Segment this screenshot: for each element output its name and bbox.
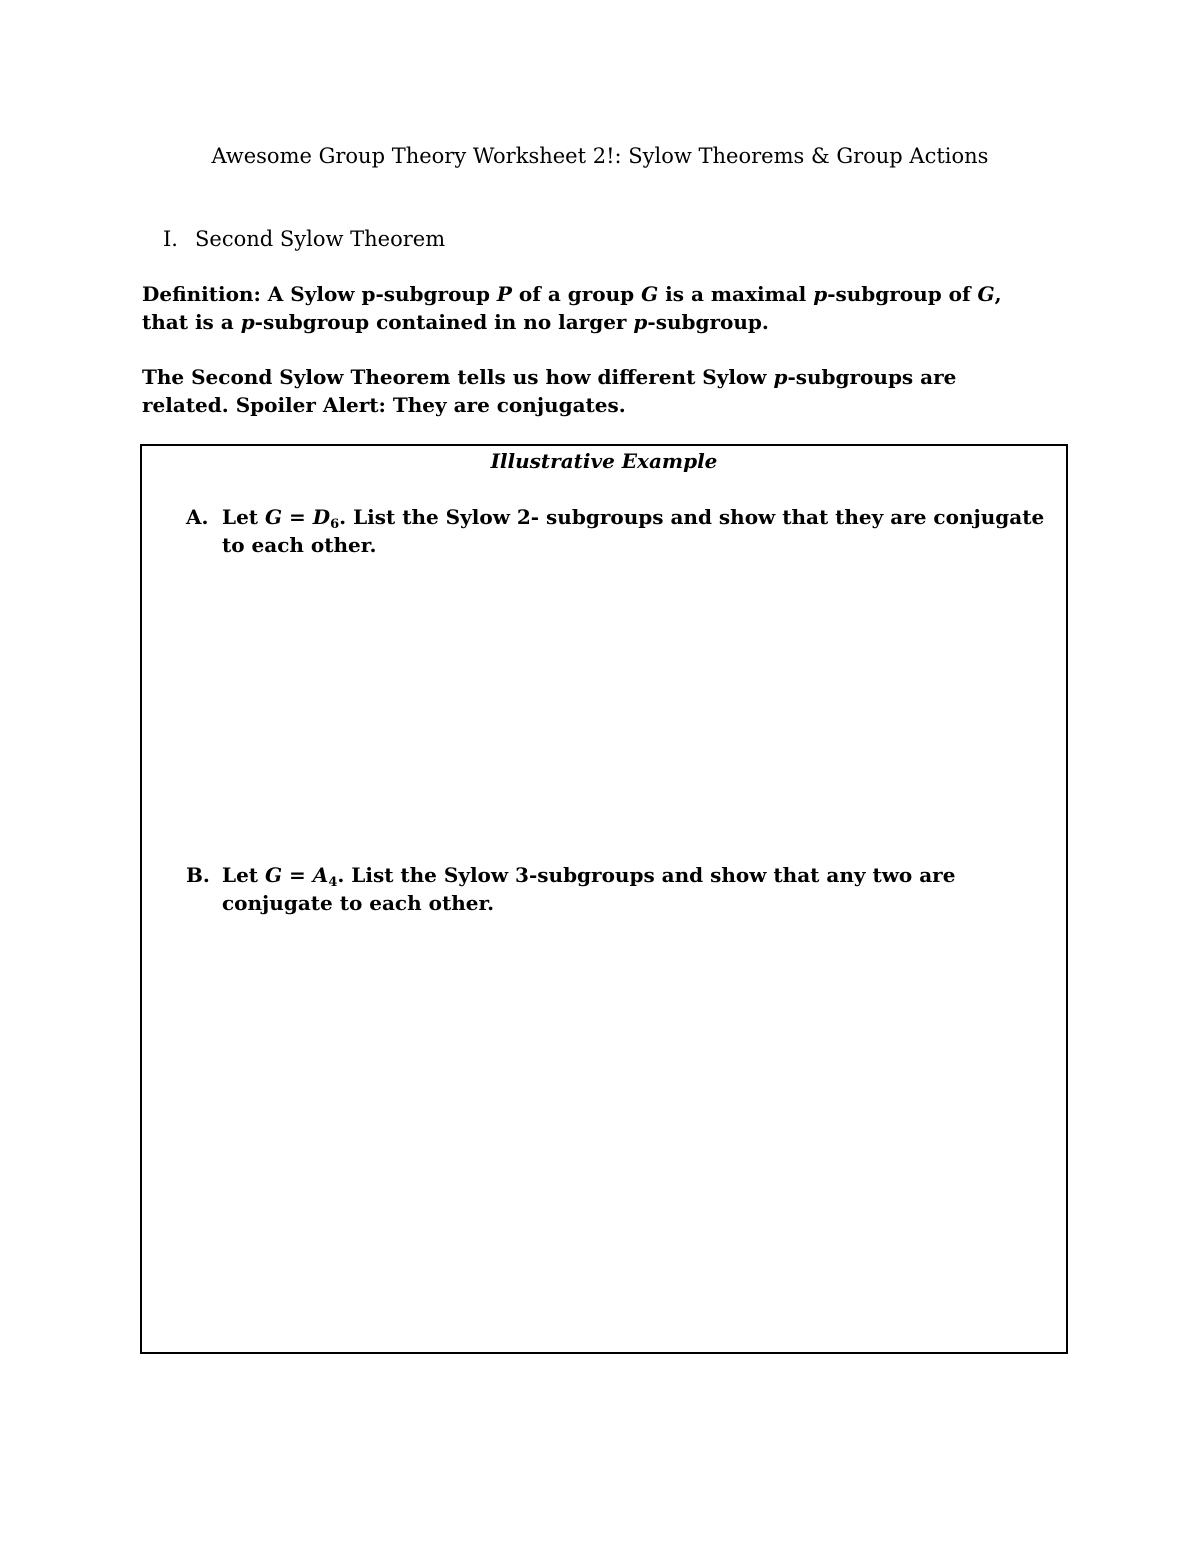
section-heading	[163, 224, 445, 254]
item-text	[222, 861, 1056, 917]
item-text-part: . List the Sylow 3-subgroups and show that any two are conjugate to each other.	[222, 863, 956, 915]
item-letter: A.	[186, 505, 209, 529]
item-text-part: Let	[222, 505, 265, 529]
definition-paragraph	[142, 280, 1042, 336]
math-var: A	[312, 863, 329, 887]
example-box-title: Illustrative Example	[490, 449, 718, 473]
theorem-note-paragraph	[142, 363, 1042, 419]
math-var: G	[641, 282, 659, 306]
definition-text: , that is a	[142, 282, 1002, 334]
item-text-part: =	[282, 863, 313, 887]
item-text-part: Let	[222, 863, 265, 887]
example-item-a	[186, 503, 1056, 559]
definition-text: -subgroup.	[647, 310, 769, 334]
definition-text: -subgroup contained in no larger	[254, 310, 634, 334]
definition-text: of a group	[511, 282, 642, 306]
math-var: G	[265, 505, 283, 529]
math-var: p	[633, 310, 648, 334]
definition-text: Definition: A Sylow p-subgroup	[142, 282, 497, 306]
item-letter: B.	[186, 863, 210, 887]
definition-text: -subgroup of	[827, 282, 978, 306]
math-var: G	[265, 863, 283, 887]
note-text: -subgroups are related. Spoiler Alert: They are conjugates.	[142, 365, 957, 417]
math-var: p	[773, 365, 788, 389]
math-subscript: 6	[330, 517, 340, 532]
item-text-part: . List the Sylow 2- subgroups and show that they are conjugate to each other.	[222, 505, 1045, 557]
item-text	[222, 503, 1056, 559]
note-text: The Second Sylow Theorem tells us how different Sylow	[142, 365, 774, 389]
illustrative-example-box	[140, 444, 1068, 1354]
item-text-part: =	[282, 505, 313, 529]
math-var: G	[977, 282, 995, 306]
math-var: P	[496, 282, 512, 306]
worksheet-title: Awesome Group Theory Worksheet 2!: Sylow Theorems & Group Actions	[211, 144, 989, 168]
math-var: D	[312, 505, 331, 529]
math-var: p	[240, 310, 255, 334]
example-item-b	[186, 861, 1056, 917]
math-var: p	[813, 282, 828, 306]
section-title: Second Sylow Theorem	[195, 227, 446, 251]
section-number: I.	[163, 227, 178, 251]
math-subscript: 4	[328, 875, 338, 890]
definition-text: is a maximal	[658, 282, 814, 306]
